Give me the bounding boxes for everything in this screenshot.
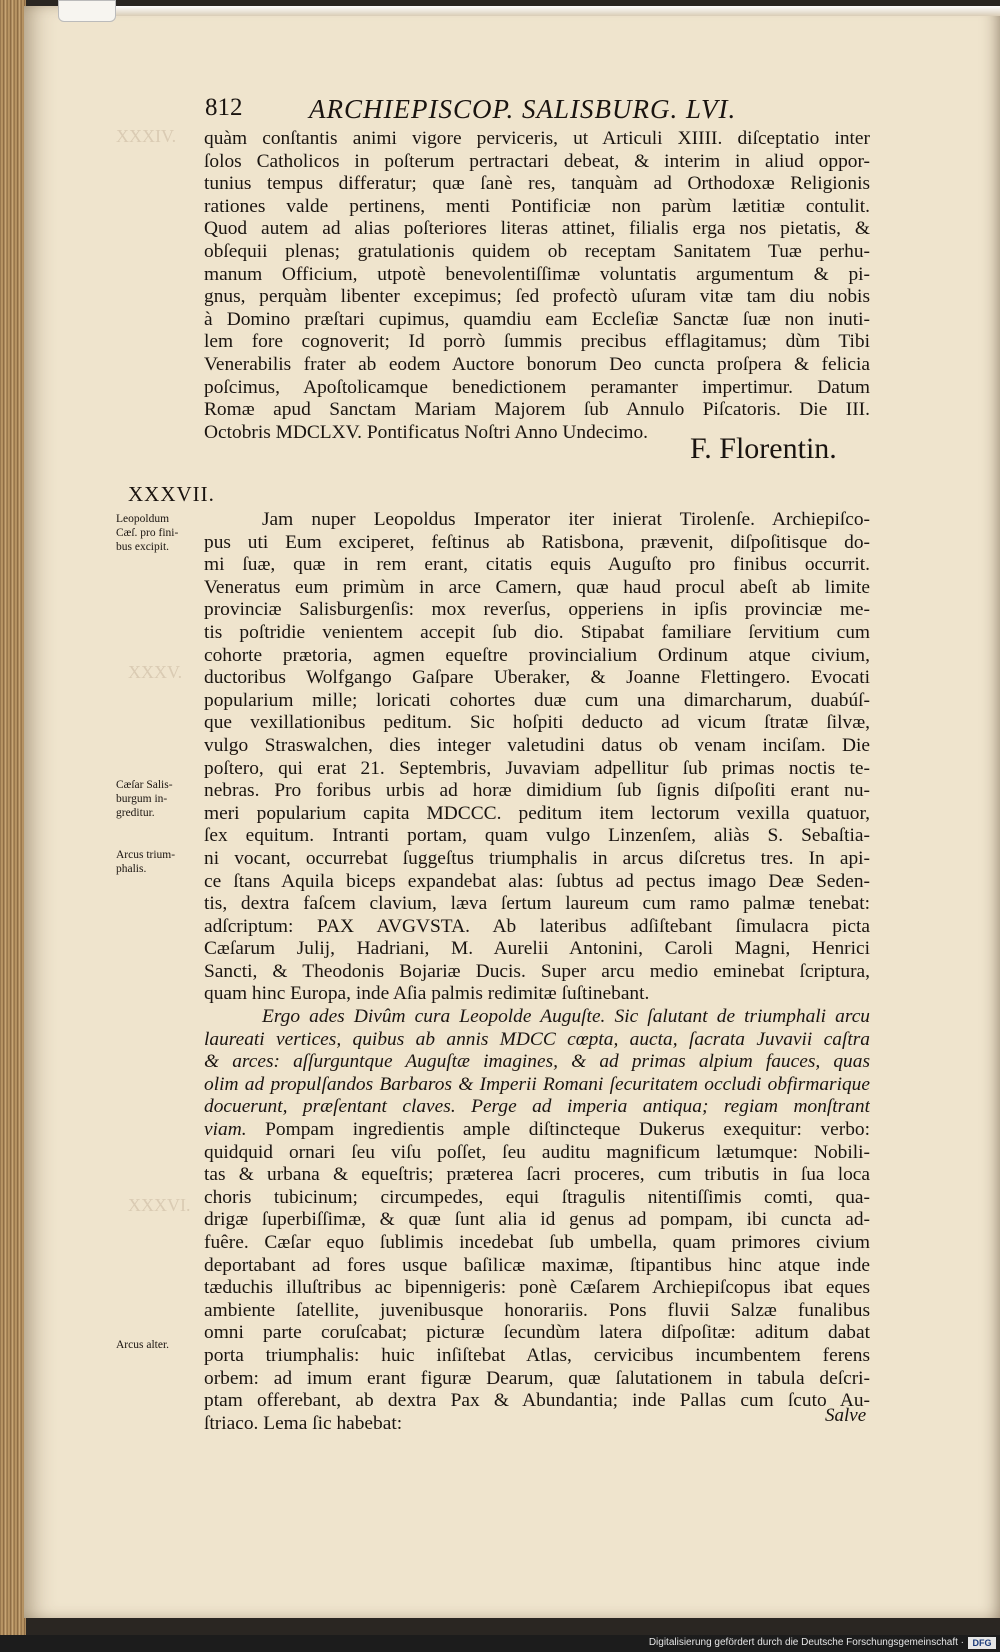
text-line: nebras. Pro foribus urbis ad horæ dimidium ſub ſignis diſpoſiti erant nu- [204,780,870,802]
signature: F. Florentin. [690,432,837,465]
text-line: ſex equitum. Intranti portam, quam vulgo Linzenſem, aliàs S. Sebaſtia- [204,825,870,847]
text-line: Veneratus eum primùm in arce Camern, quæ haud procul abeſt ab limite [204,576,870,598]
margin-note: Cæſar Salis- burgum in- greditur. [116,779,173,819]
page-top-edge [84,6,1000,16]
text-line: ſolos Catholicos in poſterum pertractari debeat, & interim in aliud oppor- [204,150,870,172]
text-line: Quod autem ad alias poſteriores literas attinet, filialis erga nos pietatis, & [204,218,870,240]
text-line: choris tubicinum; circumpedes, equi ſtragulis nitentiſſimis comti, qua- [204,1186,870,1208]
text-line: quàm conſtantis animi vigore perviceris, ut Articuli XIIII. diſceptatio inter [204,128,870,149]
text-line: omni parte coruſcabat; picturæ ſecundùm latera diſpoſitæ: aditum dabat [204,1322,870,1344]
text-line: ſtriaco. Lema ſic habebat: [204,1412,403,1434]
text-line: laureati vertices, quibus ab annis MDCC cœpta, aucta, ſacrata Juvavii caſtra [204,1028,870,1050]
text-line: provinciæ Salisburgenſis: mox reverſus, opperiens in ipſis provinciæ me- [204,599,870,621]
text-line: Romæ apud Sanctam Mariam Majorem ſub Annulo Piſcatoris. Die III. [204,399,870,421]
margin-note: Arcus trium- phalis. [116,849,176,875]
bleed-through-mark: XXXV. [128,662,183,682]
margin-note: Leopoldum Cæſ. pro fini- bus excipit. [116,513,179,553]
letter-body [204,128,870,444]
text-line: Venerabilis frater ab eodem Auctore bonorum Deo cuncta proſpera & felicia [204,353,870,375]
text-line: ambiente ſatellite, juvenibusque honorariis. Pons fluvii Salzæ funalibus [204,1299,870,1321]
text-line: tæduchis illuſtribus ac bipennigeris: ponè Cæſarem Archiepiſcopus ibat eques [204,1277,870,1299]
text-line: quam hinc Europa, inde Aſia palmis redimitæ ſuſtinebant. [204,983,650,1005]
bleed-through-mark: XXXVI. [128,1195,191,1215]
text-line: Sancti, & Theodonis Bojariæ Ducis. Super arcu medio eminebat ſcriptura, [204,960,870,982]
catchword: Salve [825,1405,867,1426]
text-line: rationes valde pertinens, menti Pontificiæ non parùm lætitiæ contulit. [204,195,870,217]
dfg-logo[interactable]: DFG [968,1637,996,1649]
clip-icon [58,0,116,22]
text-line: tas & urbana & equeſtris; præterea ſacri proceres, cum tributis in ſua loca [204,1164,870,1186]
text-line: porta triumphalis: huic inſiſtebat Atlas, cervicibus incumbentem ferens [204,1344,870,1366]
text-line: gnus, perquàm libenter excepimus; ſed profectò uſuram vitæ tam diu nobis [204,286,870,308]
text-line: mi ſuæ, quæ in rem erant, citatis equis Auguſto pro finibus occurrit. [204,554,870,576]
text-line: que vexillationibus peditum. Sic hoſpiti deducto ad vicum ſtratæ ſilvæ, [204,712,870,734]
footer-bar [0,1635,1000,1652]
text-line: orbem: ad imum erant figuræ Dearum, quæ ſalutationem in tabula deſcri- [204,1367,870,1389]
text-line: Jam nuper Leopoldus Imperator iter inierat Tirolenſe. Archiepiſco- [262,509,870,530]
text-line: tis poſtridie venientem accepit ſub dio. Stipabat familiare ſervitium cum [204,621,870,643]
text-line: viam. Pompam ingredientis ample diſtincteque Dukerus exequitur: verbo: [204,1119,870,1141]
text-line: poſcimus, Apoſtolicamque benedictionem peramanter impertimur. Datum [204,376,870,398]
text-line: tunius tempus differatur; quæ ſanè res, tanquàm ad Orthodoxæ Religionis [204,173,870,195]
text-line: lem fore cognoverit; Id porrò ſummis precibus efflagitamus; dùm Tibi [204,331,870,353]
text-line: Cæſarum Julij, Hadriani, M. Aurelii Antonini, Caroli Magni, Henrici [204,938,870,960]
text-line: vulgo Straswalchen, dies integer valetudini datus ob venam inciſam. Die [204,734,870,756]
text-line: Octobris MDCLXV. Pontificatus Noſtri Anno Undecimo. [204,421,648,443]
text-line: ptam offerebant, ab dextra Pax & Abundantia; inde Pallas cum ſcuto Au- [204,1390,870,1412]
text-line: manum Officium, utpotè benevolentiſſimæ voluntatis argumentum & pi- [204,263,870,285]
page-number: 812 [205,94,243,121]
margin-note: Arcus alter. [116,1339,170,1351]
text-line: ductoribus Wolfgango Gaſpare Uberaker, & Joanne Flettingero. Evocati [204,667,870,689]
text-line: olim ad propulſandos Barbaros & Imperii Romani ſecuritatem occludi obfirmarique [204,1073,870,1095]
footer-credit: Digitalisierung gefördert durch die Deutsche Forschungsgemeinschaft · [648,1637,964,1648]
text-line: drigæ ſuperbiſſimæ, & quæ ſunt alia id genus ad pompam, ibi cuncta ad- [204,1209,870,1231]
section-body [204,509,870,1435]
text-line: ni vocant, occurrebat ſuggeſtus triumphalis in arcus diſcretus tres. In api- [204,847,870,869]
text-line: poſtero, qui erat 21. Septembris, Juvaviam adpellitur ſub primas noctis te- [204,757,870,779]
text-line: deportabant ad fores usque baſilicæ maximæ, ſtipantibus hinc atque inde [204,1254,870,1276]
text-line: à Domino præſtari cupimus, quamdiu eam Eccleſiæ Sanctæ ſuæ non inuti- [204,308,870,330]
text-line: popularium mille; loricati cohortes duæ cum una dimarcharum, duabúſ- [204,689,870,711]
text-line: tis, dextra faſcem clavium, læva ſertum laureum cum ramo palmæ tenebat: [204,893,870,915]
text-line: cohorte prætoria, agmen equeſtre provincialium Ordinum atque civium, [204,644,870,666]
bleed-through-mark: XXXIV. [116,126,177,146]
text-line: adſcriptum: PAX AVGVSTA. Ab lateribus adſiſtebant ſimulacra picta [204,915,870,937]
running-title: ARCHIEPISCOP. SALISBURG. LVI. [309,94,737,124]
section-number: XXXVII. [128,482,215,506]
running-header [205,94,905,128]
text-line: quidquid ornari ſeu viſu poſſet, ſeu auditu magnificum lætumque: Nobili- [204,1141,870,1163]
text-line: obſequii plenas; gratulationis quidem ob receptam Sanitatem Tuæ perhu- [204,240,870,262]
text-line: & arces: aſſurguntque Auguſtæ imagines, & ad primas alpium fauces, quas [204,1051,870,1073]
text-line: Ergo ades Divûm cura Leopolde Auguſte. Sic ſalutant de triumphali arcu [262,1006,870,1028]
text-line: ce ſtans Aquila biceps expandebat alas: ſubtus ad pectus imago Deæ Seden- [204,870,870,892]
text-line: fuêre. Cæſar equo ſublimis incedebat ſub umbella, quam primores civium [204,1232,870,1253]
text-line: pus uti Eum exciperet, feſtinus ab Ratisbona, prævenit, diſpoſitisque do- [204,531,870,553]
text-line: meri popularium capita MDCCC. peditum item lectorum vexilla quatuor, [204,802,870,824]
book-spine [0,0,26,1635]
text-line: docuerunt, præſentant claves. Perge ad imperia antiqua; regiam monſtrant [204,1096,870,1118]
